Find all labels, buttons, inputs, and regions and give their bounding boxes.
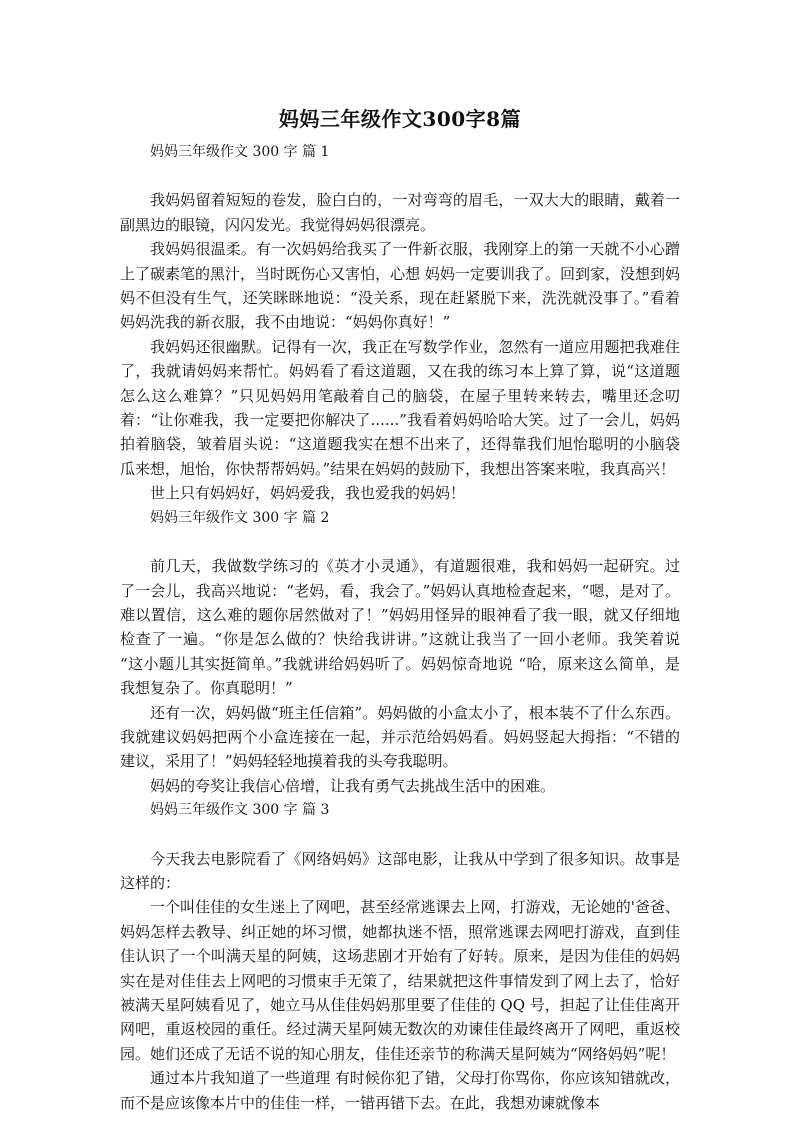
section-2-paragraph-3: 妈妈的夸奖让我信心倍增，让我有勇气去挑战生活中的困难。 — [150, 776, 556, 795]
section-1-paragraph-3: 我妈妈还很幽默。记得有一次，我正在写数学作业，忽然有一道应用题把我难住了，我就请妈妈来帮忙。妈妈看了看这道题，又在我的练习本上算了算，说“这道题怎么这么难算？”只见妈妈用笔敲着自己的脑袋，在屋子里转来转去，嘴里还念叨着：“让你难我，我一定要把你解决了......”我看着妈妈哈哈大笑。过了一会儿，妈妈拍着脑袋，皱着眉头说：“这道题我实在想不出来了，还得靠我们旭怡聪明的小脑袋瓜来想，旭怡，你快帮帮妈妈。”结果在妈妈的鼓励下，我想出答案来啦，我真高兴！ — [120, 337, 680, 478]
section-3-paragraph-1: 今天我去电影院看了《网络妈妈》这部电影，让我从中学到了很多知识。故事是这样的： — [120, 849, 680, 892]
document-title: 妈妈三年级作文300字8篇 — [278, 107, 522, 131]
section-3-paragraph-2: 一个叫佳佳的女生迷上了网吧，甚至经常逃课去上网，打游戏，无论她的'爸爸、妈妈怎样去教导、纠正她的坏习惯，她都执迷不悟，照常逃课去网吧打游戏，直到佳佳认识了一个叫满天星的阿姨，这场悲剧才开始有了好转。原来，是因为佳佳的妈妈实在是对佳佳去上网吧的习惯束手无策了，结果就把这件事情发到了网上去了，恰好被满天星阿姨看见了，她立马从佳佳妈妈那里要了佳佳的 QQ 号，担起了让佳佳离开网吧，重返校园的重任。经过满天星阿姨无数次的劝谏佳佳最终离开了网吧，重返校园。她们还成了无话不说的知心朋友，佳佳还亲节的称满天星阿姨为“网络妈妈”呢！ — [120, 898, 680, 1063]
section-1-paragraph-2: 我妈妈很温柔。有一次妈妈给我买了一件新衣服，我刚穿上的第一天就不小心蹭上了碳素笔的黑汁，当时既伤心又害怕，心想 妈妈一定要训我了。回到家，没想到妈妈不但没有生气，还笑眯眯地说：“没关系，现在赶紧脱下来，洗洗就没事了。”看着妈妈洗我的新衣服，我不由地说：“妈妈你真好！” — [120, 240, 680, 332]
section-1-paragraph-1: 我妈妈留着短短的卷发，脸白白的，一对弯弯的眉毛，一双大大的眼睛，戴着一副黑边的眼镜，闪闪发光。我觉得妈妈很漂亮。 — [120, 191, 680, 234]
section-heading-3: 妈妈三年级作文 300 字 篇 3 — [150, 802, 330, 819]
section-heading-2: 妈妈三年级作文 300 字 篇 2 — [150, 509, 330, 526]
section-heading-1: 妈妈三年级作文 300 字 篇 1 — [150, 144, 330, 160]
section-2-paragraph-1: 前几天，我做数学练习的《英才小灵通》，有道题很难，我和妈妈一起研究。过了一会儿，我高兴地说：“老妈，看，我会了。”妈妈认真地检查起来，“嗯，是对了。难以置信，这么难的题你居然做对了！”妈妈用怪异的眼神看了我一眼，就又仔细地检查了一遍。“你是怎么做的？快给我讲讲。”这就让我当了一回小老师。我笑着说 “这小题儿其实挺简单。”我就讲给妈妈听了。妈妈惊奇地说 “哈，原来这么简单，是我想复杂了。你真聪明！” — [120, 557, 680, 698]
section-1-paragraph-4: 世上只有妈妈好，妈妈爱我，我也爱我的妈妈！ — [150, 484, 466, 503]
section-2-paragraph-2: 还有一次，妈妈做“班主任信箱”。妈妈做的小盒太小了，根本装不了什么东西。我就建议妈妈把两个小盒连接在一起，并示范给妈妈看。妈妈竖起大拇指：“不错的建议，采用了！”妈妈轻轻地摸着我的头夸我聪明。 — [120, 703, 680, 771]
section-3-paragraph-3: 通过本片我知道了一些道理 有时候你犯了错，父母打你骂你，你应该知错就改，而不是应该像本片中的佳佳一样，一错再错下去。在此，我想劝谏就像本 — [120, 1069, 680, 1112]
document-body — [120, 140, 680, 1115]
